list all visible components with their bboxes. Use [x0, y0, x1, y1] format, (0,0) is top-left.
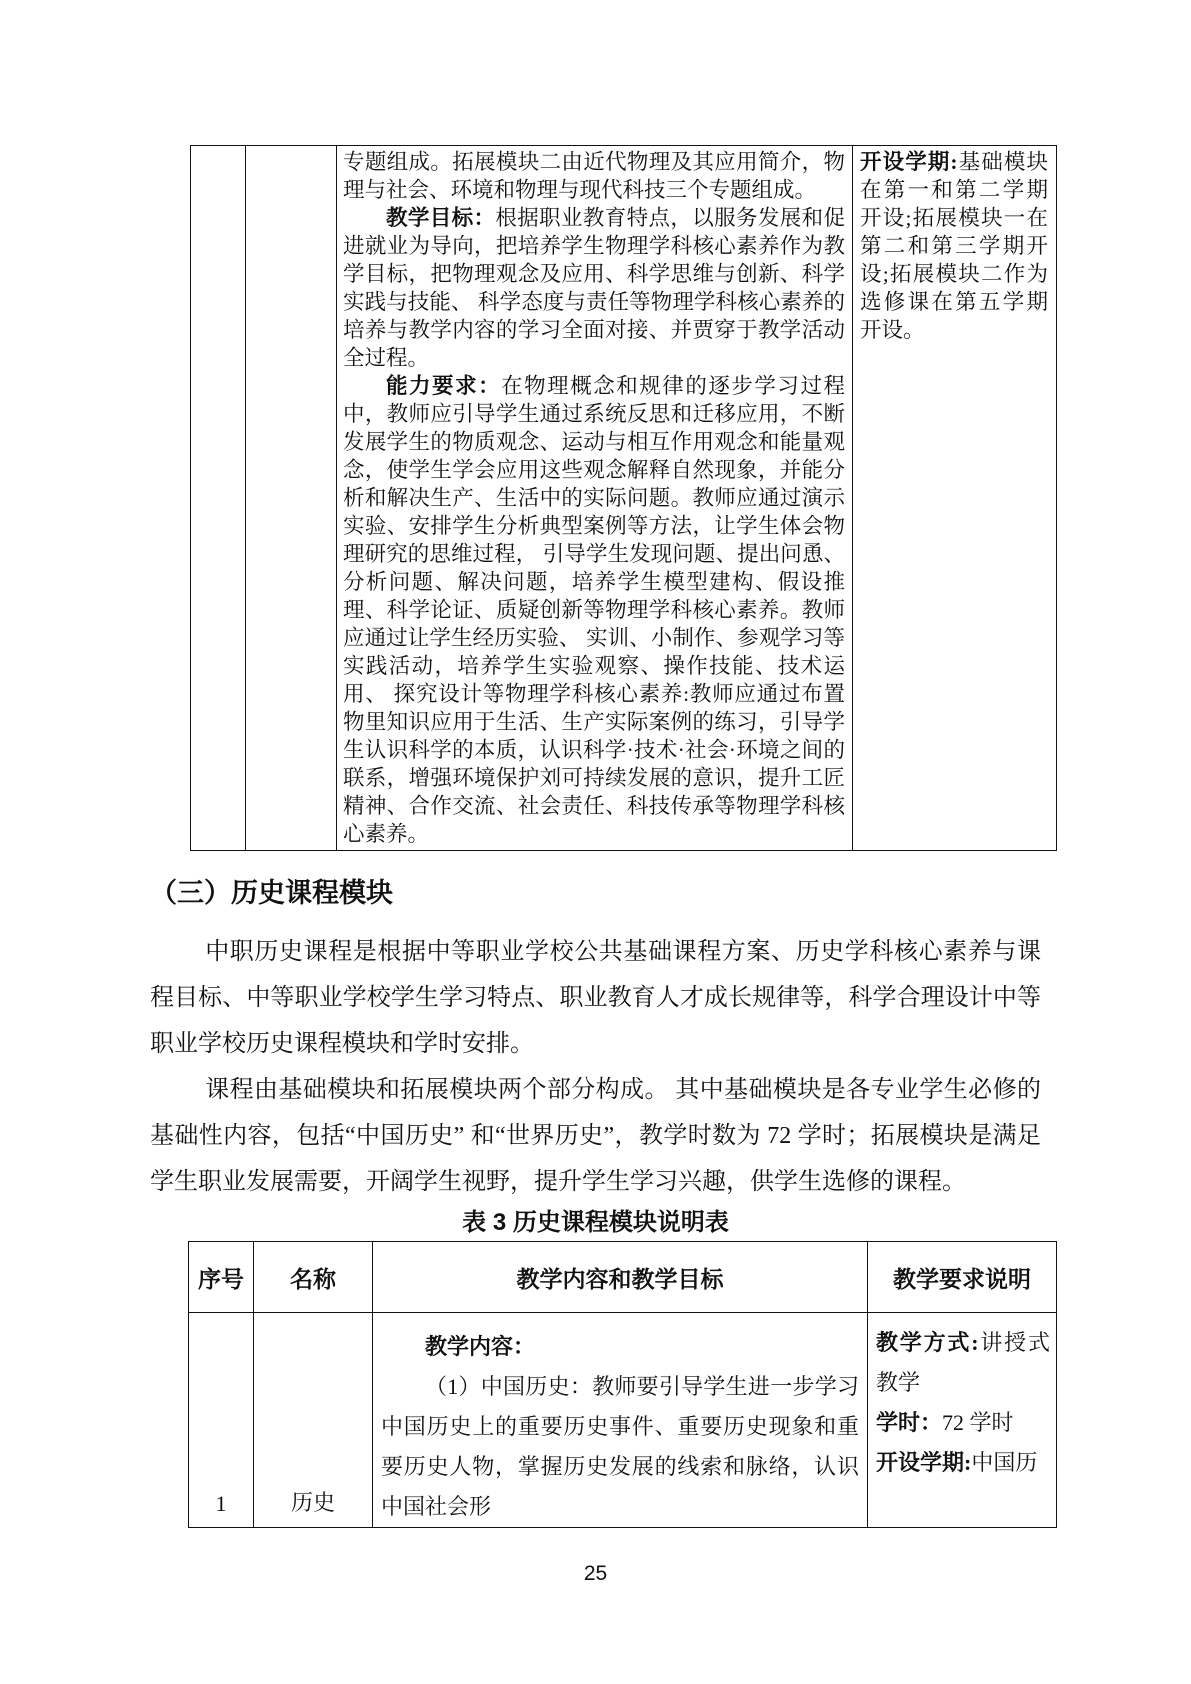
- paragraph: 学时：72 学时: [876, 1410, 1014, 1435]
- paragraph: 教学方式:讲授式教学: [876, 1330, 1050, 1395]
- physics-content-cell: [337, 146, 853, 851]
- table-header-row: [189, 1242, 1057, 1313]
- paragraph: 教学内容：: [425, 1334, 536, 1359]
- paragraph: （1）中国历史：教师要引导学生进一步学习中国历史上的重要历史事件、重要历史现象和重要历史人物，掌握历史发展的线索和脉络，认识中国社会形: [381, 1374, 859, 1519]
- header-名称: 名称: [254, 1242, 373, 1313]
- paragraph: 能力要求：在物理概念和规律的逐步学习过程中，教师应引导学生通过系统反思和迁移应用，不断发展学生的物质观念、运动与相互作用观念和能量观念，使学生学会应用这些观念解释自然现象，并能分析和解决生产、生活中的实际问题。教师应通过演示实验、安排学生分析典型案例等方法，让学生体会物理研究的思维过程， 引导学生发现问题、提出问恿、分析问题、解决问题，培养学生模型建构、假设推理、科学论证、质疑创新等物理学科核心素养。教师应通过让学生经历实验、 实训、小制作、参观学习等实践活动，培养学生实验观察、操作技能、技术运用、 探究设计等物理学科核心素养:教师应通过布置物里知识应用于生活、生产实际案例的练习，引导学生认识科学的本质，认识科学·技术·社会·环境之间的联系，增强环境保护刘可持续发展的意识，提升工匠精神、合作交流、社会责任、科技传承等物理学科核心素养。: [343, 374, 845, 846]
- history-row-number-cell: 1: [189, 1313, 254, 1528]
- paragraph: 开设学期:中国历: [876, 1450, 1038, 1475]
- table-row: [191, 146, 1057, 851]
- physics-row-number-cell: [191, 146, 246, 851]
- table-row: [189, 1313, 1057, 1528]
- body-paragraph: 课程由基础模块和拓展模块两个部分构成。 其中基础模块是各专业学生必修的基础性内容，包括“中国历史” 和“世界历史”，教学时数为 72 学时；拓展模块是满足学生职业发展需要，开阔学生视野，提升学生学习兴趣，供学生选修的课程。: [150, 1077, 1041, 1195]
- table3-title: 表 3 历史课程模块说明表: [462, 1209, 729, 1236]
- history-module-table: [188, 1241, 1057, 1528]
- paragraph: 教学目标：根据职业教育特点，以服务发展和促进就业为导向，把培养学生物理学科核心素养作为教学目标，把物理观念及应用、科学思维与创新、科学实践与技能、 科学态度与责任等物理学科核心素养的培养与教学内容的学习全面对接、并贾穿于教学活动全过程。: [343, 206, 845, 370]
- physics-module-table: [190, 145, 1057, 851]
- header-序号: 序号: [189, 1242, 254, 1313]
- section-heading: （三）历史课程模块: [150, 878, 393, 908]
- history-row-name-cell: 历史: [254, 1313, 373, 1528]
- physics-row-name-cell: [246, 146, 337, 851]
- history-content-cell: [373, 1313, 868, 1528]
- header-教学内容和教学目标: 教学内容和教学目标: [373, 1242, 868, 1313]
- physics-semester-cell: [853, 146, 1057, 851]
- body-paragraph: 中职历史课程是根据中等职业学校公共基础课程方案、历史学科核心素养与课程目标、中等职业学校学生学习特点、职业教育人才成长规律等，科学合理设计中等职业学校历史课程模块和学时安排。: [150, 939, 1041, 1057]
- paragraph: 开设学期:基础模块在第一和第二学期开设;拓展模块一在第二和第三学期开设;拓展模块二作为选修课在第五学期开设。: [860, 150, 1048, 342]
- history-requirements-cell: [868, 1313, 1057, 1528]
- paragraph: 专题组成。拓展模块二由近代物理及其应用简介，物理与社会、环境和物理与现代科技三个专题组成。: [343, 150, 845, 202]
- header-教学要求说明: 教学要求说明: [868, 1242, 1057, 1313]
- page-number: 25: [583, 1562, 608, 1585]
